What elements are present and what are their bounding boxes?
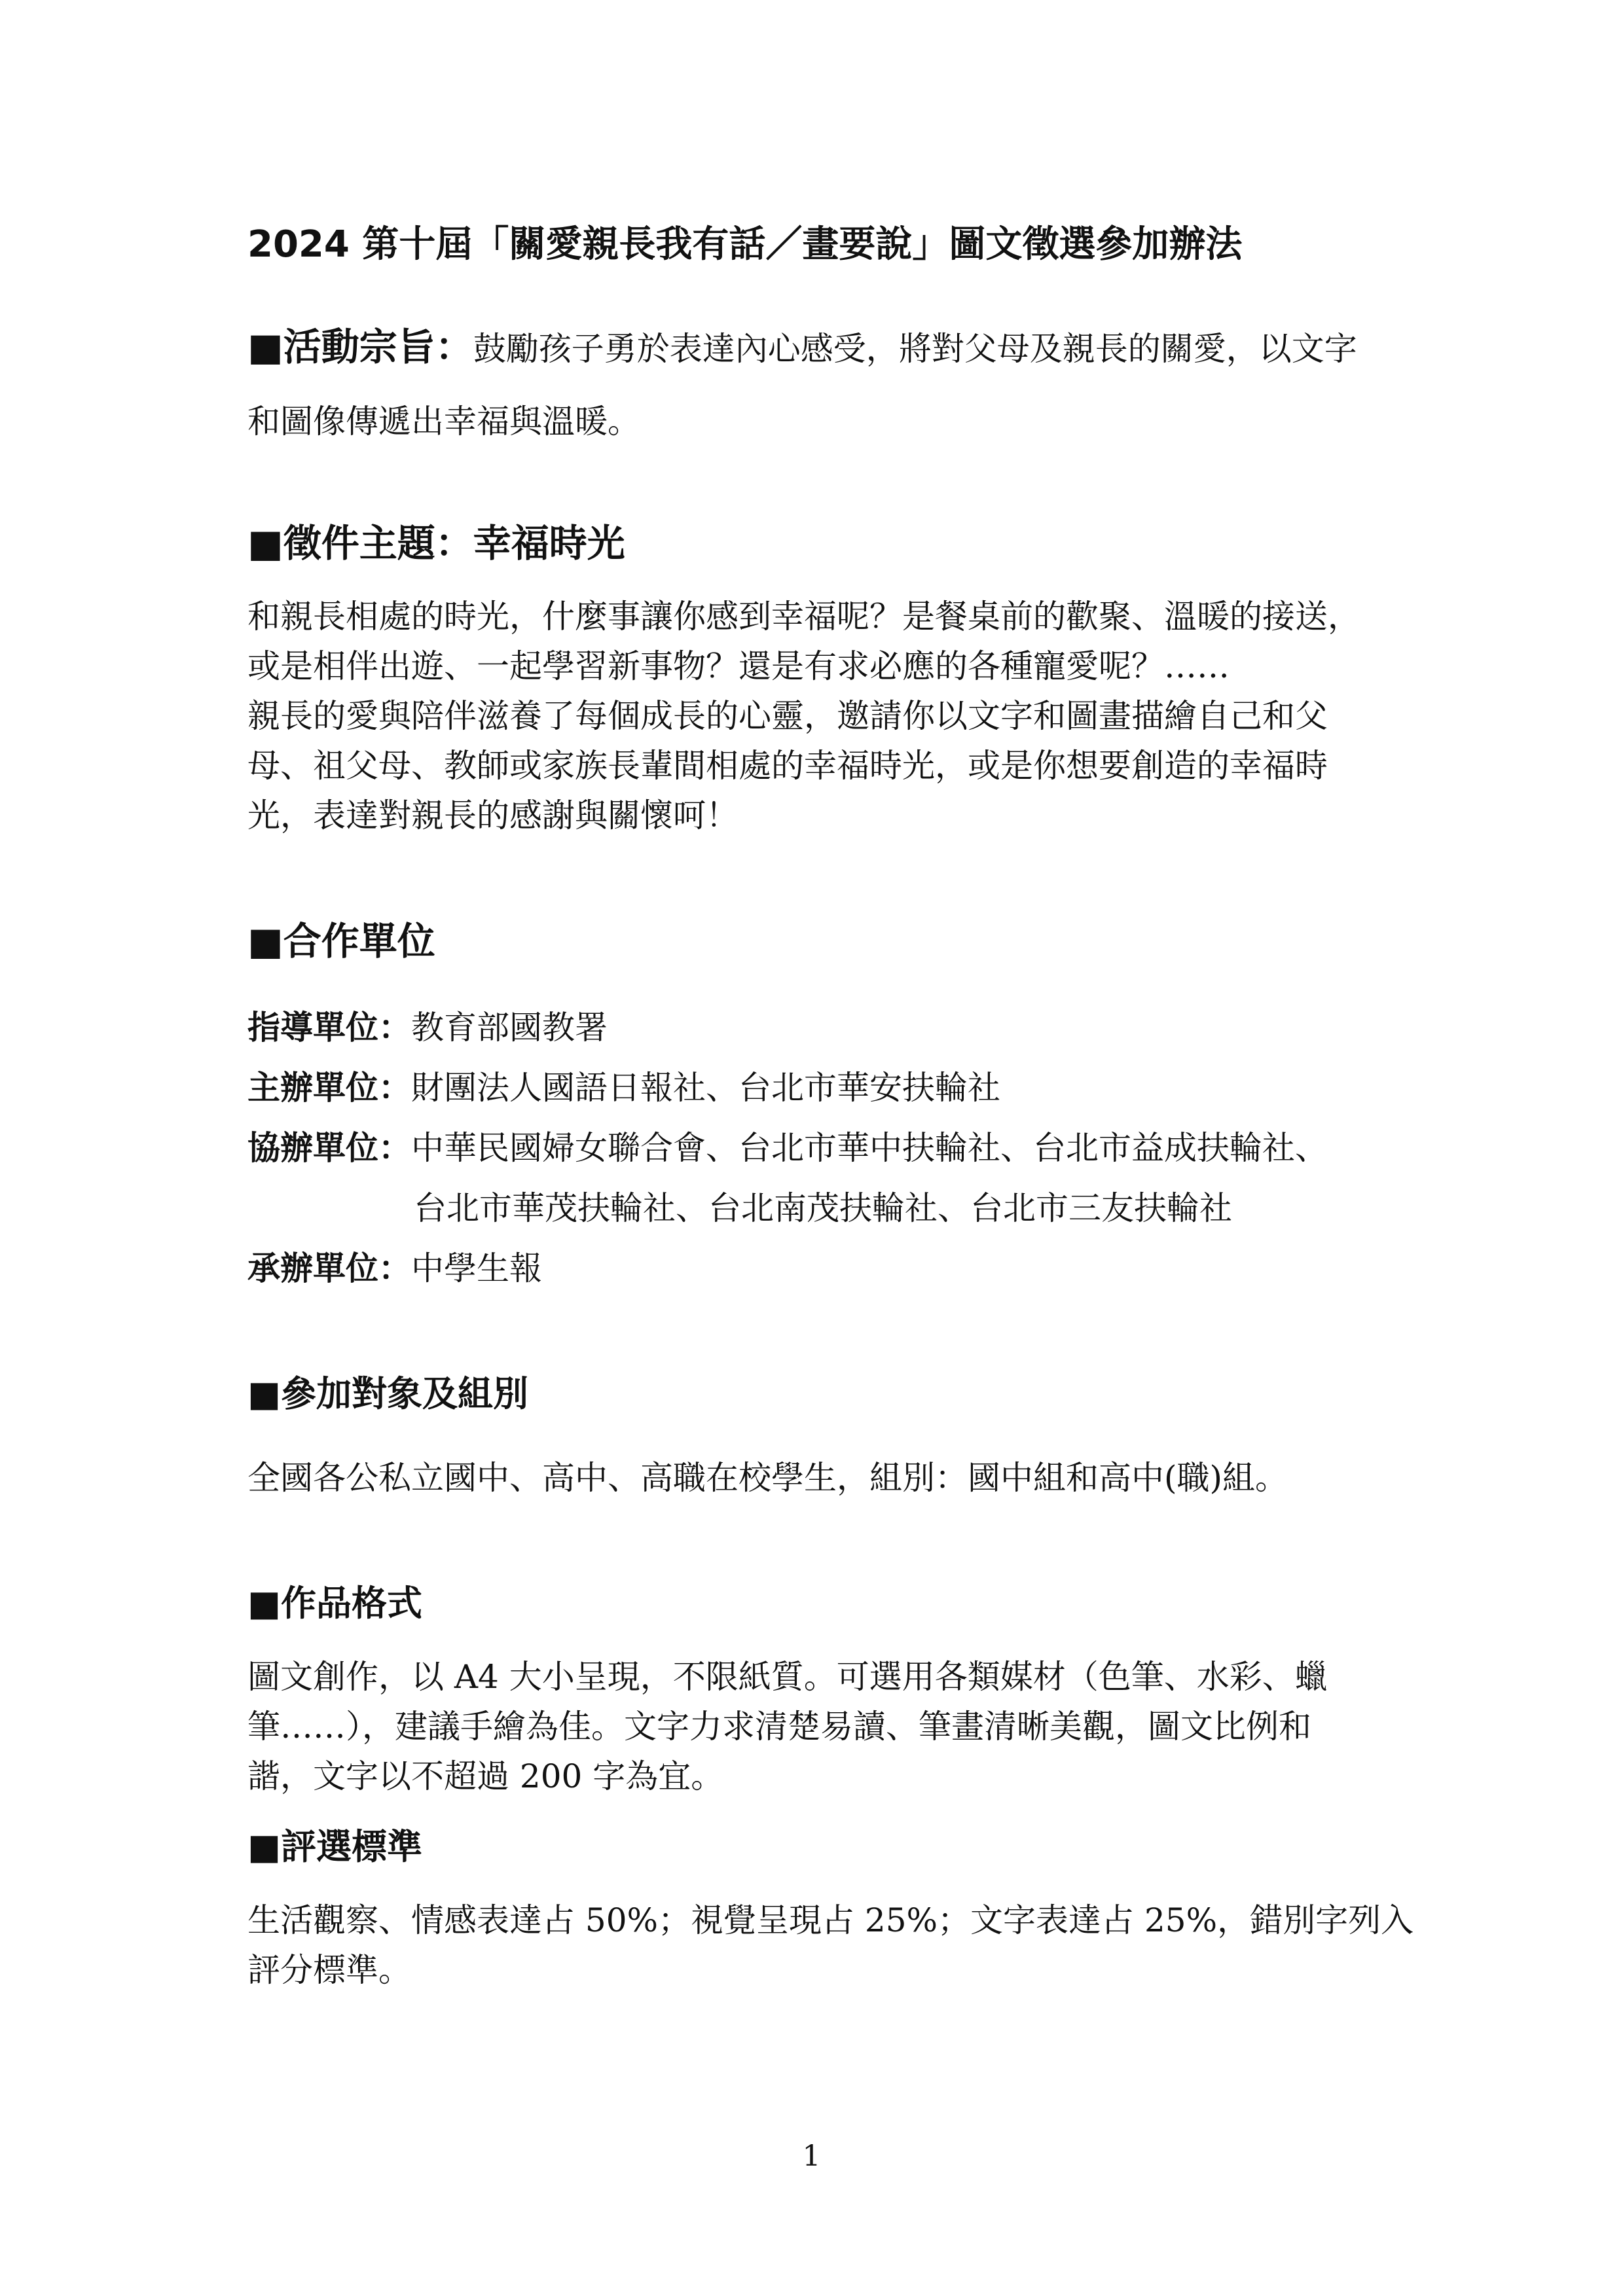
partner-row-executor <box>247 1249 542 1288</box>
criteria-text-line-2: 評分標準。 <box>247 1951 411 1989</box>
eligibility-text: 全國各公私立國中、高中、高職在校學生，組別：國中組和高中(職)組。 <box>247 1459 1288 1497</box>
partner-label: 指導單位： <box>247 1009 411 1047</box>
page-number: 1 <box>802 2140 821 2173</box>
eligibility-heading: ■參加對象及組別 <box>247 1373 529 1414</box>
theme-text-line-3: 親長的愛與陪伴滋養了每個成長的心靈，邀請你以文字和圖畫描繪自己和父 <box>247 697 1328 735</box>
partner-row-co-organizer <box>247 1128 1328 1168</box>
theme-text-line-1: 和親長相處的時光，什麼事讓你感到幸福呢？是餐桌前的歡聚、溫暖的接送， <box>247 598 1360 636</box>
partner-label: 承辦單位： <box>247 1249 411 1287</box>
format-text-line-3: 諧，文字以不超過 200 字為宜。 <box>247 1757 724 1795</box>
partner-label: 主辦單位： <box>247 1069 411 1107</box>
purpose-first-line <box>247 327 1357 368</box>
partner-label: 協辦單位： <box>247 1129 411 1167</box>
format-text-line-1: 圖文創作，以 A4 大小呈現，不限紙質。可選用各類媒材（色筆、水彩、蠟 <box>247 1658 1328 1696</box>
purpose-text-line-1: 鼓勵孩子勇於表達內心感受，將對父母及親長的關愛，以文字 <box>473 330 1357 368</box>
theme-text-line-2: 或是相伴出遊、一起學習新事物？還是有求必應的各種寵愛呢？…… <box>247 647 1230 685</box>
partner-value: 財團法人國語日報社、台北市華安扶輪社 <box>411 1069 1000 1107</box>
theme-text-line-5: 光，表達對親長的感謝與關懷呵！ <box>247 797 739 834</box>
partner-value: 中華民國婦女聯合會、台北市華中扶輪社、台北市益成扶輪社、 <box>411 1129 1328 1167</box>
criteria-text-line-1: 生活觀察、情感表達占 50%；視覺呈現占 25%；文字表達占 25%，錯別字列入 <box>247 1901 1414 1939</box>
theme-heading: ■徵件主題：幸福時光 <box>247 521 625 565</box>
format-heading: ■作品格式 <box>247 1583 423 1624</box>
purpose-heading: ■活動宗旨： <box>247 325 473 369</box>
purpose-text-line-2: 和圖像傳遞出幸福與溫暖。 <box>247 403 640 440</box>
document-title: 2024 第十屆「關愛親長我有話／畫要說」圖文徵選參加辦法 <box>247 223 1243 266</box>
partner-value: 中學生報 <box>411 1249 542 1287</box>
partner-value-continuation: 台北市華茂扶輪社、台北南茂扶輪社、台北市三友扶輪社 <box>414 1189 1232 1227</box>
partner-row-organizer <box>247 1068 1000 1107</box>
theme-text-line-4: 母、祖父母、教師或家族長輩間相處的幸福時光，或是你想要創造的幸福時 <box>247 747 1328 785</box>
partner-value: 教育部國教署 <box>411 1009 608 1047</box>
format-text-line-2: 筆……），建議手繪為佳。文字力求清楚易讀、筆畫清晰美觀，圖文比例和 <box>247 1708 1311 1746</box>
partners-heading: ■合作單位 <box>247 919 435 963</box>
criteria-heading: ■評選標準 <box>247 1826 423 1867</box>
partner-row-guidance <box>247 1008 608 1047</box>
